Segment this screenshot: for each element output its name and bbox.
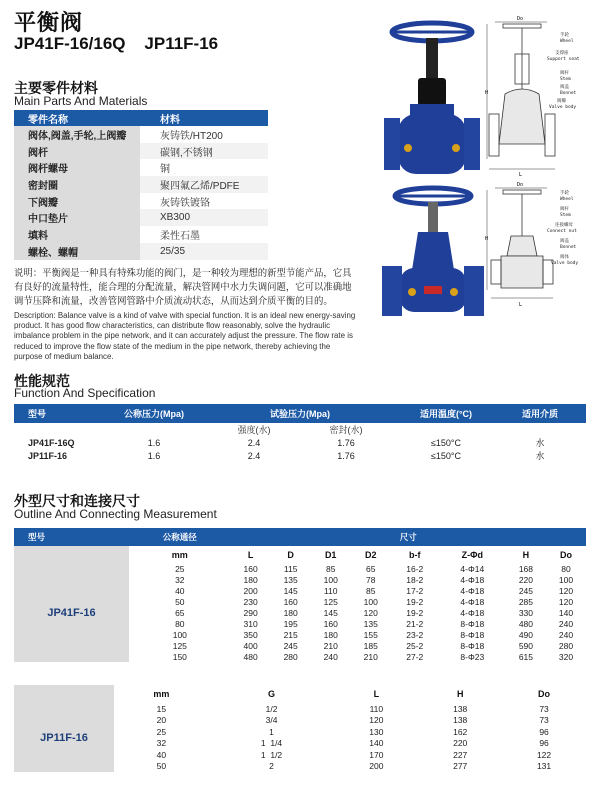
col-model: 型号 — [14, 404, 106, 423]
dim-cell: 100 — [363, 597, 378, 608]
dim-cell: 21-2 — [406, 618, 424, 629]
dim-cell: 120 — [558, 586, 574, 597]
label-body-zh: 阀体 — [560, 255, 569, 260]
dim-cell: 4-Φ18 — [460, 608, 485, 618]
dim-col-header: mm — [153, 689, 170, 699]
dim-col-header: L — [247, 550, 254, 560]
dim-cell: 120 — [558, 597, 574, 608]
dim-cell: 285 — [518, 597, 533, 608]
label-stem-en: Stem — [560, 77, 571, 82]
dim-cell: 40 — [175, 586, 185, 597]
col-material: 材料 — [140, 110, 268, 126]
col-seal: 密封(水) — [329, 425, 363, 435]
outline-title-zh: 外型尺寸和连接尺寸 — [14, 493, 140, 509]
dim-col-header: D1 — [324, 550, 337, 560]
dim-cell: 245 — [518, 586, 533, 597]
label-support-en: Support seat — [547, 57, 580, 62]
dim-cell: 490 — [518, 629, 533, 640]
dim-cell: 330 — [518, 608, 533, 618]
dim-cell: 85 — [325, 564, 336, 575]
dim-cell: 140 — [558, 608, 574, 618]
dim-col-header: G — [268, 689, 276, 699]
dim-cell: 23-2 — [406, 629, 424, 640]
dim-cell: 122 — [536, 749, 552, 760]
dim-cell: 230 — [243, 597, 258, 608]
part-material: 灰铸铁/HT200 — [160, 130, 223, 142]
table-row — [14, 449, 586, 462]
description-en: Description: Balance valve is a kind of valve with special function. It is an ideal new energy-saving product. It has good flow characteristics, can distribute flow reasonably, solve the hydraulic imbalance problem in the pipe network, and it can accurately adjust the pressure. The flow rate is reduced to improve the flow state of the medium in the pipe network, thereby achieving the purpose of medium balance. — [14, 311, 356, 361]
col-part-name: 零件名称 — [14, 110, 140, 126]
dim-col-header: Z-Φd — [461, 550, 484, 560]
dim-cell: 280 — [283, 651, 298, 662]
dim-col-header: H — [522, 550, 530, 560]
spec-model: JP11F-16 — [28, 450, 68, 461]
dim-cell: 1 — [269, 726, 274, 737]
part-material: 聚四氟乙烯/PDFE — [140, 176, 268, 193]
dim-cell: 4-Φ18 — [460, 597, 485, 608]
handwheel-icon — [395, 188, 471, 204]
dim-cell: 135 — [363, 618, 378, 629]
dim-cell: 96 — [539, 726, 549, 737]
label-stem-en: Stem — [560, 213, 571, 218]
part-material: 铜 — [160, 164, 170, 176]
label-nut-zh: 连接螺母 — [555, 223, 573, 228]
dim-cell: 195 — [283, 618, 298, 629]
table-row — [14, 176, 268, 193]
spec-seal: 1.76 — [337, 437, 355, 448]
label-stem-zh: 阀杆 — [560, 71, 569, 76]
dim-cell: 19-2 — [406, 597, 424, 608]
dim-col-header: Do — [538, 689, 551, 699]
label-support-zh: 支撑座 — [555, 51, 569, 56]
label-wheel-zh: 手轮 — [560, 33, 569, 38]
dim-col-header-row — [14, 685, 586, 703]
technical-drawing-bottom — [485, 180, 590, 310]
dim-cell: 220 — [518, 575, 533, 586]
dim-cell: 18-2 — [406, 575, 424, 586]
parts-table — [14, 110, 268, 260]
dim-cell: 480 — [243, 651, 258, 662]
dim-cell: 1/2 — [265, 703, 278, 714]
dim-label-l: L — [519, 172, 523, 178]
part-name: 阀杆 — [14, 143, 140, 160]
model-label: JP11F-16 — [14, 703, 114, 772]
col-dn: 公称通径 — [129, 528, 231, 546]
dim-cell: 280 — [558, 640, 574, 651]
dim-cell: 220 — [453, 738, 468, 749]
model-subtitle: JP41F-16/16Q JP11F-16 — [14, 34, 219, 53]
spec-subheader-row — [14, 423, 586, 436]
model-label: JP41F-16 — [14, 564, 129, 662]
dim-cell: 25 — [175, 564, 185, 575]
dim-cell: 50 — [175, 597, 185, 608]
label-body-en: Valve body — [549, 105, 577, 110]
dim-cell: 1 1/4 — [260, 738, 283, 749]
spec-seal: 1.76 — [337, 450, 355, 461]
table-row — [14, 126, 268, 143]
dim-cell: 8-Φ18 — [460, 629, 485, 640]
dim-header-row — [14, 528, 586, 546]
spec-strength: 2.4 — [247, 450, 261, 461]
dim-cell: 27-2 — [406, 651, 424, 662]
dim-cell: 200 — [369, 761, 384, 772]
dim-cell: 25 — [156, 726, 167, 737]
dim-cell: 8-Φ18 — [460, 640, 485, 651]
spec-header-row — [14, 404, 586, 423]
dim-cell: 4-Φ14 — [460, 564, 485, 575]
dim-cell: 4-Φ18 — [460, 586, 485, 597]
spec-pn: 1.6 — [147, 450, 161, 461]
dim-cell: 8-Φ18 — [460, 618, 485, 629]
valve-body-icon — [398, 114, 466, 174]
dim-cell: 130 — [369, 726, 384, 737]
spec-pn: 1.6 — [147, 437, 161, 448]
part-material: 25/35 — [140, 243, 268, 260]
spec-temp: ≤150°C — [430, 437, 462, 448]
label-nut-en: Connect nut — [547, 229, 577, 234]
dim-cell: 65 — [175, 608, 185, 618]
dim-col-header: mm — [171, 550, 188, 560]
dim-cell: 227 — [453, 749, 468, 760]
page-title: 平衡阀 — [14, 10, 84, 35]
spec-table — [14, 404, 586, 462]
dim-cell: 3/4 — [265, 715, 278, 726]
dim-cell: 277 — [453, 761, 468, 772]
spec-medium: 水 — [535, 451, 545, 461]
dim-label-l: L — [519, 302, 523, 308]
dim-cell: 168 — [518, 564, 533, 575]
dim-cell: 65 — [366, 564, 376, 575]
table-row — [14, 143, 268, 160]
dim-col-header: Do — [559, 550, 572, 560]
part-material: 柔性石墨 — [160, 230, 200, 242]
spec-title-en: Function And Specification — [14, 386, 156, 400]
label-wheel-zh: 手轮 — [560, 191, 569, 196]
dim-cell: 160 — [243, 564, 258, 575]
dim-cell: 80 — [561, 564, 571, 575]
spec-model: JP41F-16Q — [28, 437, 75, 448]
stem-icon — [428, 202, 438, 232]
table-row — [14, 436, 586, 449]
dimension-table-jp11f — [14, 685, 586, 772]
dim-cell: 200 — [243, 586, 258, 597]
col-test: 试验压力(Mpa) — [202, 404, 398, 423]
dim-cell: 310 — [243, 618, 258, 629]
valve-photo-top — [380, 18, 485, 193]
table-row — [14, 243, 268, 260]
dim-col-header: L — [373, 689, 380, 699]
dim-label-do: Do — [517, 182, 524, 188]
table-row — [14, 564, 586, 575]
dim-cell: 150 — [172, 651, 187, 662]
parts-title-zh: 主要零件材料 — [14, 80, 98, 96]
dim-cell: 16-2 — [406, 564, 424, 575]
dim-cell: 78 — [366, 575, 376, 586]
dim-cell: 138 — [453, 703, 468, 714]
dim-cell: 145 — [283, 586, 298, 597]
dim-cell: 2 — [269, 761, 274, 772]
dim-cell: 8-Φ23 — [460, 651, 485, 662]
dim-cell: 145 — [323, 608, 338, 618]
table-row — [14, 193, 268, 210]
spec-temp: ≤150°C — [430, 450, 462, 461]
dim-cell: 160 — [323, 618, 338, 629]
spec-medium: 水 — [535, 438, 545, 448]
dim-cell: 115 — [283, 564, 298, 575]
dim-cell: 245 — [283, 640, 298, 651]
dim-cell: 215 — [283, 629, 298, 640]
dim-cell: 125 — [323, 597, 338, 608]
dim-label-h: H — [485, 90, 489, 96]
technical-drawing-top — [485, 14, 590, 179]
dim-cell: 240 — [323, 651, 338, 662]
part-name: 阀杆螺母 — [14, 159, 140, 176]
dim-cell: 15 — [156, 703, 167, 714]
dim-cell: 19-2 — [406, 608, 424, 618]
label-body-zh: 阀瓣 — [557, 99, 566, 104]
dim-cell: 85 — [366, 586, 376, 597]
col-pn: 公称压力(Mpa) — [106, 404, 202, 423]
dim-cell: 80 — [175, 618, 185, 629]
dim-col-header: H — [456, 689, 464, 699]
dim-col-header-row — [14, 546, 586, 564]
table-row — [14, 703, 586, 715]
part-name: 中口垫片 — [14, 209, 140, 226]
label-bonnet-en: Bonnet — [560, 245, 577, 250]
dim-cell: 180 — [243, 575, 258, 586]
dim-col-header: D — [287, 550, 294, 560]
dim-cell: 50 — [156, 761, 167, 772]
dim-cell: 590 — [518, 640, 533, 651]
part-material: 灰铸铁镀铬 — [160, 197, 210, 209]
dim-cell: 100 — [323, 575, 338, 586]
dim-cell: 185 — [363, 640, 378, 651]
part-material: 碳钢,不锈钢 — [140, 143, 268, 160]
dim-cell: 155 — [363, 629, 378, 640]
part-name: 填料 — [14, 226, 140, 243]
outline-title-en: Outline And Connecting Measurement — [14, 507, 217, 521]
dim-cell: 210 — [363, 651, 378, 662]
parts-title-en: Main Parts And Materials — [14, 94, 148, 108]
part-name: 螺栓、螺帽 — [14, 243, 140, 260]
dim-cell: 170 — [369, 749, 384, 760]
dim-cell: 96 — [539, 738, 549, 749]
dim-cell: 240 — [558, 629, 574, 640]
label-bonnet-zh: 阀盖 — [560, 85, 569, 90]
col-model: 型号 — [14, 528, 129, 546]
dim-cell: 240 — [558, 618, 574, 629]
valve-photo-bottom — [378, 182, 488, 332]
dim-cell: 110 — [369, 703, 384, 714]
dim-cell: 110 — [323, 586, 338, 597]
dim-cell: 100 — [558, 575, 574, 586]
dim-cell: 131 — [536, 761, 552, 772]
dim-cell: 290 — [243, 608, 258, 618]
dim-cell: 73 — [539, 715, 549, 726]
dim-cell: 25-2 — [406, 640, 424, 651]
part-name: 密封圈 — [14, 176, 140, 193]
label-bonnet-zh: 阀盖 — [560, 239, 569, 244]
dim-cell: 20 — [156, 715, 167, 726]
dim-cell: 32 — [156, 738, 167, 749]
dim-cell: 180 — [283, 608, 298, 618]
table-row — [14, 209, 268, 226]
table-row — [14, 159, 268, 176]
col-medium: 适用介质 — [494, 404, 586, 423]
parts-header-row — [14, 110, 268, 126]
dim-cell: 100 — [172, 629, 187, 640]
dim-cell: 320 — [558, 651, 574, 662]
dim-col-header: D2 — [364, 550, 377, 560]
dim-cell: 4-Φ18 — [460, 575, 485, 586]
label-bonnet-en: Bonnet — [560, 91, 577, 96]
dim-cell: 17-2 — [406, 586, 424, 597]
spec-title-zh: 性能规范 — [14, 373, 70, 389]
spec-strength: 2.4 — [247, 437, 261, 448]
dim-cell: 400 — [243, 640, 258, 651]
dim-cell: 125 — [172, 640, 187, 651]
dim-cell: 162 — [453, 726, 468, 737]
part-name: 下阀瓣 — [14, 193, 140, 210]
dim-cell: 135 — [283, 575, 298, 586]
dim-cell: 138 — [453, 715, 468, 726]
col-size: 尺寸 — [231, 528, 586, 546]
description-zh: 说明：平衡阀是一种具有特殊功能的阀门，是一种较为理想的新型节能产品，它具有良好的流量特性，能合理的分配流量，解决管网中水力失调问题，它可以准确地调节压降和流量，改善管网管路中介质流动状态，从而达到介质平衡的目的。 — [14, 267, 352, 306]
dim-cell: 350 — [243, 629, 258, 640]
label-stem-zh: 阀杆 — [560, 207, 569, 212]
part-material: XB300 — [140, 209, 268, 226]
dim-cell: 120 — [363, 608, 378, 618]
dim-cell: 32 — [175, 575, 185, 586]
dim-cell: 210 — [323, 640, 338, 651]
label-wheel-en: Wheel — [560, 39, 574, 44]
dim-cell: 180 — [323, 629, 338, 640]
dim-cell: 615 — [518, 651, 533, 662]
dim-col-header: b-f — [409, 550, 421, 560]
label-wheel-en: Wheel — [560, 197, 574, 202]
dim-cell: 140 — [369, 738, 384, 749]
table-row — [14, 226, 268, 243]
dim-label-h: H — [485, 236, 489, 242]
label-body-en: Valve body — [551, 261, 579, 266]
dim-cell: 40 — [156, 749, 167, 760]
dim-label-do: Do — [517, 16, 524, 22]
dim-cell: 1 1/2 — [260, 749, 283, 760]
part-name: 阀体,阀盖,手轮,上阀瓣 — [14, 126, 140, 143]
col-strength: 强度(水) — [237, 425, 271, 435]
dim-cell: 73 — [539, 703, 549, 714]
dim-cell: 480 — [518, 618, 533, 629]
dimension-table-jp41f — [14, 528, 586, 662]
col-temp: 适用温度(°C) — [398, 404, 494, 423]
dim-cell: 120 — [369, 715, 384, 726]
dim-cell: 160 — [283, 597, 298, 608]
